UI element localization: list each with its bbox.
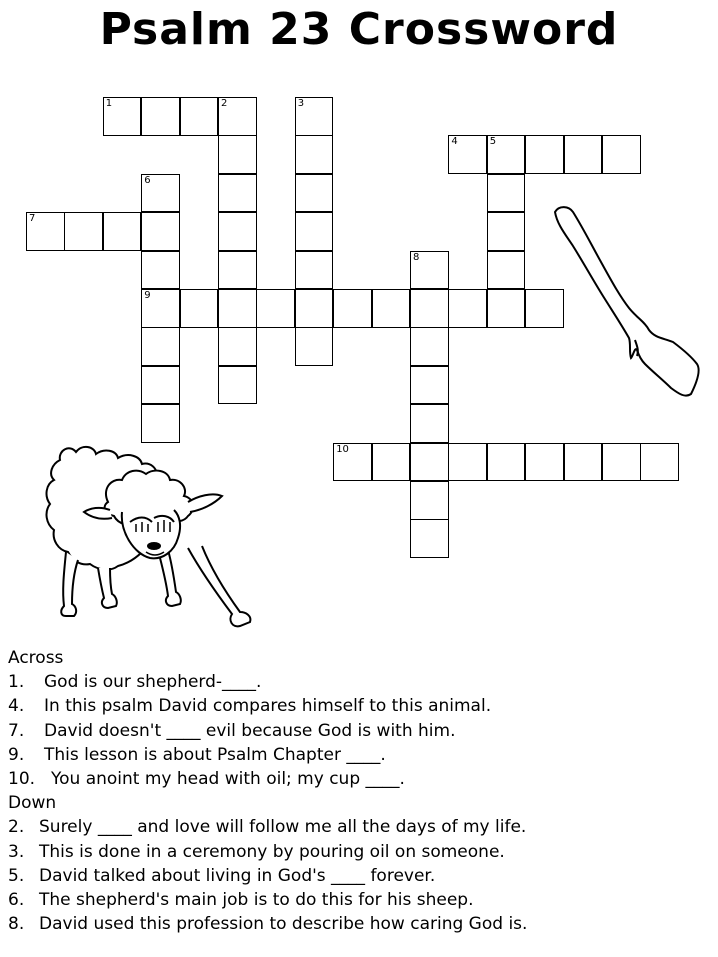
crossword-cell[interactable] xyxy=(141,327,180,366)
crossword-cell[interactable] xyxy=(295,97,334,136)
across-clue xyxy=(8,743,708,767)
clue-number: 10 xyxy=(336,443,349,455)
clue-number: 1 xyxy=(105,98,113,109)
across-clue xyxy=(8,719,708,743)
down-clue-list xyxy=(8,815,708,936)
crossword-cell[interactable] xyxy=(525,135,564,174)
clue-number: 2 xyxy=(221,98,228,109)
clue-num: 3. xyxy=(8,841,25,862)
crossword-cell[interactable] xyxy=(295,289,334,328)
crossword-cell[interactable] xyxy=(602,135,641,174)
crossword-cell[interactable] xyxy=(448,443,487,482)
clue-number: 8 xyxy=(413,251,420,263)
clue-num: 6. xyxy=(8,890,25,911)
crossword-cell[interactable] xyxy=(141,251,180,290)
clue-number: 3 xyxy=(297,98,305,109)
crossword-cell[interactable] xyxy=(564,443,603,482)
crossword-cell[interactable] xyxy=(180,289,219,328)
crossword-cell[interactable] xyxy=(141,97,180,136)
crossword-cell[interactable] xyxy=(448,135,487,174)
crossword-cell[interactable] xyxy=(410,366,449,405)
crossword-cell[interactable] xyxy=(333,289,372,328)
crossword-cell[interactable] xyxy=(103,212,142,251)
crossword-cell[interactable] xyxy=(487,174,526,213)
crossword-cell[interactable] xyxy=(410,481,449,520)
crossword-cell[interactable] xyxy=(410,251,449,290)
crossword-cell[interactable] xyxy=(141,212,180,251)
crossword-cell[interactable] xyxy=(218,289,257,328)
clue-number: 9 xyxy=(144,290,151,301)
clue-text: God is our shepherd-____. xyxy=(44,672,262,693)
crossword-cell[interactable] xyxy=(218,327,257,366)
page-title: Psalm 23 Crossword xyxy=(99,4,619,55)
crossword-cell[interactable] xyxy=(218,251,257,290)
clue-text: David doesn't ____ evil because God is with him. xyxy=(44,720,456,741)
clue-num: 2. xyxy=(8,817,25,838)
sheep-icon xyxy=(38,440,263,640)
crossword-cell[interactable] xyxy=(103,97,142,136)
shepherd-staff-icon xyxy=(545,200,705,405)
crossword-cell[interactable] xyxy=(295,135,334,174)
crossword-cell[interactable] xyxy=(372,443,411,482)
clue-text: You anoint my head with oil; my cup ____. xyxy=(51,769,405,790)
crossword-cell[interactable] xyxy=(448,289,487,328)
clue-text: This lesson is about Psalm Chapter ____. xyxy=(44,744,386,765)
clue-text: David used this profession to describe how caring God is. xyxy=(39,914,528,935)
crossword-cell[interactable] xyxy=(295,212,334,251)
crossword-cell[interactable] xyxy=(218,212,257,251)
clue-num: 4. xyxy=(8,696,25,717)
crossword-cell[interactable] xyxy=(487,135,526,174)
crossword-cell[interactable] xyxy=(141,404,180,443)
crossword-cell[interactable] xyxy=(602,443,641,482)
clue-num: 5. xyxy=(8,865,25,886)
crossword-cell[interactable] xyxy=(487,443,526,482)
across-clue xyxy=(8,767,708,791)
across-heading: Across xyxy=(8,648,64,668)
crossword-cell[interactable] xyxy=(180,97,219,136)
crossword-cell[interactable] xyxy=(218,174,257,213)
crossword-cell[interactable] xyxy=(218,135,257,174)
crossword-cell[interactable] xyxy=(26,212,65,251)
crossword-cell[interactable] xyxy=(218,366,257,405)
crossword-cell[interactable] xyxy=(64,212,103,251)
clue-text: This is done in a ceremony by pouring oil on someone. xyxy=(39,841,505,862)
down-clue xyxy=(8,815,708,839)
crossword-cell[interactable] xyxy=(487,212,526,251)
clue-text: The shepherd's main job is to do this for his sheep. xyxy=(39,890,474,911)
clue-num: 1. xyxy=(8,672,25,693)
clues-section xyxy=(8,646,708,936)
crossword-cell[interactable] xyxy=(487,251,526,290)
clue-number: 6 xyxy=(144,174,151,186)
down-heading: Down xyxy=(8,793,57,814)
across-clue-list xyxy=(8,670,708,791)
crossword-cell[interactable] xyxy=(218,97,257,136)
clue-num: 7. xyxy=(8,720,25,741)
clue-text: David talked about living in God's ____ forever. xyxy=(39,865,436,886)
crossword-cell[interactable] xyxy=(564,135,603,174)
crossword-cell[interactable] xyxy=(372,289,411,328)
crossword-cell[interactable] xyxy=(295,174,334,213)
across-clue xyxy=(8,694,708,718)
clue-text: In this psalm David compares himself to this animal. xyxy=(44,696,492,717)
across-clue xyxy=(8,670,708,694)
down-clue xyxy=(8,840,708,864)
crossword-cell[interactable] xyxy=(410,443,449,482)
crossword-cell[interactable] xyxy=(410,327,449,366)
crossword-cell[interactable] xyxy=(410,519,449,558)
crossword-cell[interactable] xyxy=(333,443,372,482)
down-clue xyxy=(8,864,708,888)
clue-text: Surely ____ and love will follow me all the days of my life. xyxy=(39,817,527,838)
crossword-cell[interactable] xyxy=(141,289,180,328)
crossword-cell[interactable] xyxy=(141,366,180,405)
crossword-cell[interactable] xyxy=(256,289,295,328)
down-clue xyxy=(8,888,708,912)
clue-num: 8. xyxy=(8,914,25,935)
crossword-cell[interactable] xyxy=(640,443,679,482)
down-clue xyxy=(8,912,708,936)
crossword-cell[interactable] xyxy=(487,289,526,328)
crossword-cell[interactable] xyxy=(141,174,180,213)
crossword-cell[interactable] xyxy=(410,404,449,443)
clue-num: 9. xyxy=(8,744,25,765)
crossword-cell[interactable] xyxy=(410,289,449,328)
clue-number: 5 xyxy=(489,136,497,148)
crossword-cell[interactable] xyxy=(295,251,334,290)
crossword-cell[interactable] xyxy=(525,443,564,482)
crossword-cell[interactable] xyxy=(295,327,334,366)
clue-number: 7 xyxy=(29,213,36,225)
clue-num: 10. xyxy=(8,769,36,790)
clue-number: 4 xyxy=(451,136,458,148)
